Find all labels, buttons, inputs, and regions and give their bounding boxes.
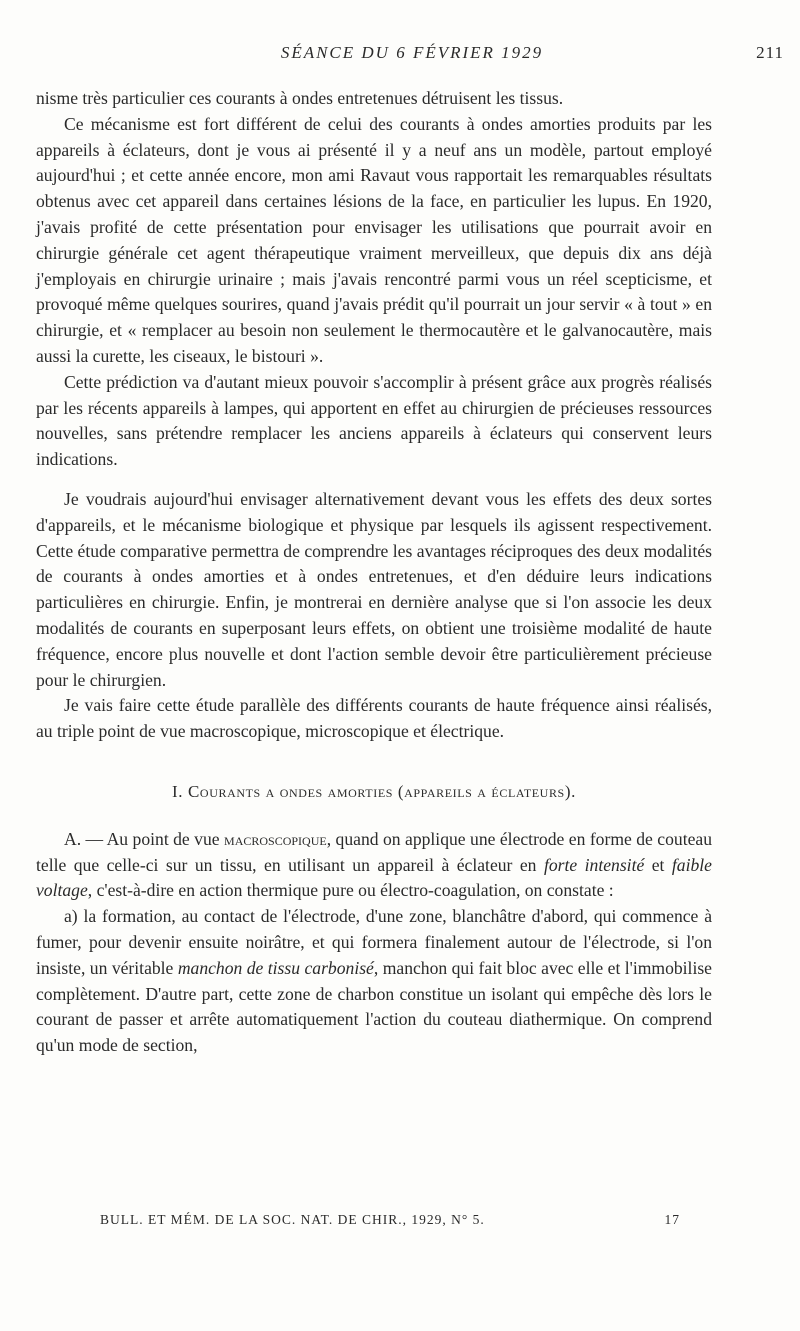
journal-reference: BULL. ET MÉM. DE LA SOC. NAT. DE CHIR., 1929, N° 5. xyxy=(100,1212,485,1227)
paragraph-1: nisme très particulier ces courants à ondes entretenues détruisent les tissus. xyxy=(36,88,564,108)
paragraph-7-start: a) la formation, au contact de l'électrode, d'une zone, blanchâtre d'abord, qui commence à fumer, pour devenir ensuite noirâtre, et qui formera finalement autour de l'électrode, si l'on insiste, un véritable xyxy=(36,906,712,978)
faible-voltage-term: faible voltage xyxy=(36,854,712,901)
signature-mark: 17 xyxy=(664,1212,680,1227)
paragraph-4: Je voudrais aujourd'hui envisager alternativement devant vous les effets des deux sortes d'appareils, et le mécanisme biologique et physique par lesquels ils agissent respectivement. Cette étude comparative permettra de comprendre les avantages réciproques des deux modalités de courants à ondes amorties et à ondes entretenues, et d'en déduire leurs indications particulières en chirurgie. Enfin, je montrerai en dernière analyse que si l'on associe les deux modalités de courants en superposant leurs effets, on obtient une troisième modalité de haute fréquence, encore plus nouvelle et dont l'action semble devoir être particulièrement précieuse pour le chirurgien. xyxy=(36,488,712,690)
forte-intensite-term: forte intensité xyxy=(543,854,645,875)
running-title: SÉANCE DU 6 FÉVRIER 1929 xyxy=(280,43,544,62)
paragraph-6-start: A. — Au point de vue xyxy=(64,828,225,849)
macroscopique-term: macroscopique xyxy=(224,828,327,849)
paragraph-6-mid2: et xyxy=(644,854,672,875)
section-heading: I. Courants a ondes amorties (appareils a éclateurs). xyxy=(172,781,576,801)
paragraph-6-mid1: , quand on applique une électrode en forme de couteau telle que celle-ci sur un tissu, en utilisant un appareil à éclateur en xyxy=(36,828,713,875)
paragraph-6 xyxy=(36,827,712,904)
paragraph-7 xyxy=(36,904,712,1059)
page-number: 211 xyxy=(756,43,784,62)
paragraph-6-end: , c'est-à-dire en action thermique pure ou électro-coagulation, on constate : xyxy=(87,880,614,901)
paragraph-7-end: , manchon qui fait bloc avec elle et l'immobilise complètement. D'autre part, cette zone de charbon constitue un isolant qui empêche dès lors le courant de passer et arrête automatiquement l'action du couteau diathermique. On comprend qu'un mode de section, xyxy=(36,957,712,1056)
paragraph-3: Cette prédiction va d'autant mieux pouvoir s'accomplir à présent grâce aux progrès réalisés par les récents appareils à lampes, qui apportent en effet au chirurgien de précieuses ressources nouvelles, sans prétendre remplacer les anciens appareils à éclateurs qui conservent leurs indications. xyxy=(36,371,712,470)
running-header xyxy=(36,43,788,71)
paragraph-2: Ce mécanisme est fort différent de celui des courants à ondes amorties produits par les appareils à éclateurs, dont je vous ai présenté il y a neuf ans un modèle, partout employé aujourd'hui ; et cette année encore, mon ami Ravaut vous rapportait les remarquables résultats obtenus avec cet appareil dans certaines lésions de la face, en particulier les lupus. En 1920, j'avais profité de cette présentation pour envisager les utilisations que pourrait avoir en chirurgie générale cet agent thérapeutique vraiment merveilleux, que depuis dix ans déjà j'employais en chirurgie urinaire ; mais j'avais rencontré parmi vous un réel scepticisme, et provoqué même quelques sourires, quand j'avais prédit qu'il pourrait un jour servir « à tout » en chirurgie, et « remplacer au besoin non seulement le thermocautère et le galvanocautère, mais aussi la curette, les ciseaux, le bistouri ». xyxy=(36,113,712,366)
manchon-term: manchon de tissu carbonisé xyxy=(177,957,374,978)
body-text xyxy=(36,86,712,1059)
paragraph-5: Je vais faire cette étude parallèle des différents courants de haute fréquence ainsi réalisés, au triple point de vue macroscopique, microscopique et électrique. xyxy=(36,695,712,742)
